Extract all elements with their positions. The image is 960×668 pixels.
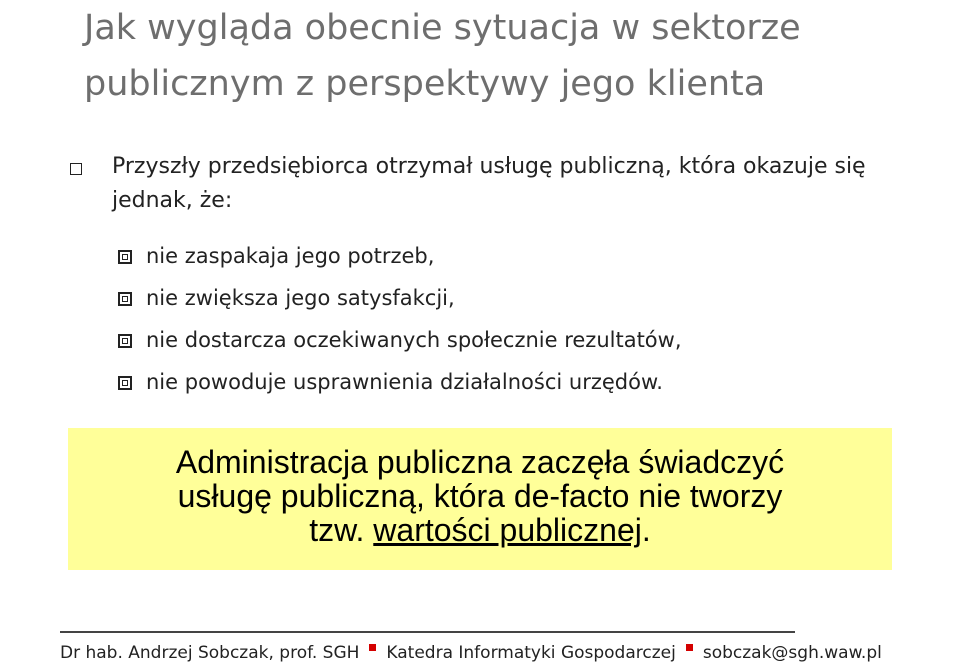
nested-square-bullet-icon [118,250,132,264]
list-item [118,322,918,364]
slide-title: Jak wygląda obecnie sytuacja w sektorze publicznym z perspektywy jego klienta [84,8,801,104]
footer-author: Dr hab. Andrzej Sobczak, prof. SGH [60,643,360,663]
red-square-separator-icon [686,644,693,651]
sub-bullet-text: nie zwiększa jego satysfakcji, [146,286,455,310]
main-bullet [60,150,920,218]
main-bullet-text: Przyszły przedsiębiorca otrzymał usługę publiczną, która okazuje się jednak, że: [112,154,866,213]
sub-bullet-text: nie powoduje usprawnienia działalności urzędów. [146,370,663,394]
highlight-line-2: usługę publiczną, która de-facto nie tworzy [177,478,783,514]
nested-square-bullet-icon [118,334,132,348]
highlight-underlined-text: wartości publicznej [373,512,642,548]
nested-square-bullet-icon [118,292,132,306]
footer-email: sobczak@sgh.waw.pl [702,643,882,663]
highlight-box [68,428,892,570]
footer-department: Katedra Informatyki Gospodarczej [386,643,676,663]
nested-square-bullet-icon [118,376,132,390]
footer [60,640,940,666]
square-bullet-icon [70,163,82,175]
sub-bullet-list [118,238,918,406]
highlight-line-3-start: tzw. [309,512,374,548]
list-item [118,364,918,406]
highlight-line-3 [68,513,892,547]
highlight-line-3-end: . [641,512,651,548]
highlight-text [68,445,892,547]
sub-bullet-text: nie zaspakaja jego potrzeb, [146,244,435,268]
footer-divider [60,631,795,633]
red-square-separator-icon [369,644,376,651]
list-item [118,238,918,280]
list-item [118,280,918,322]
sub-bullet-text: nie dostarcza oczekiwanych społecznie rezultatów, [146,328,682,352]
highlight-line-1: Administracja publiczna zaczęła świadczyć [175,444,785,480]
